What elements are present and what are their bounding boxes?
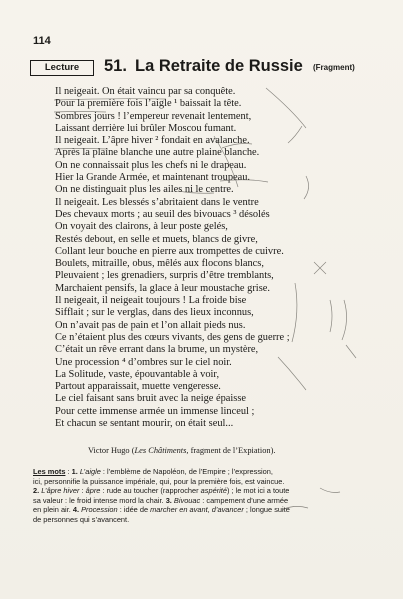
note-text: ) ; le mot ici a toute	[226, 486, 290, 496]
poem-line: Restés debout, en selle et muets, blancs de givre,	[55, 233, 258, 245]
note-text: âpre	[85, 486, 101, 496]
note-text: :	[79, 486, 86, 496]
note-number: 4.	[72, 505, 80, 515]
poem-line: Et chacun se sentant mourir, on était seul...	[55, 418, 234, 430]
poem-line: On voyait des clairons, à leur poste gelés,	[55, 221, 228, 233]
poem-line: Partout apparaissait, muette vengeresse.	[55, 381, 221, 393]
note-text: ici, personnifie la puissance impériale, qui, pour la première fois, est vaincue.	[33, 476, 285, 486]
poem-line: La Solitude, vaste, épouvantable à voir,	[55, 368, 220, 380]
note-number: 1.	[71, 467, 78, 476]
poem-line: Il neigeait, il neigeait toujours ! La froide bise	[55, 295, 247, 307]
page-number: 114	[33, 35, 51, 47]
section-label: Lecture	[30, 60, 94, 76]
poem-line: C’était un rêve errant dans la brume, un mystère,	[55, 344, 259, 356]
lesson-subtitle: (Fragment)	[313, 63, 355, 72]
poem-line: On ne connaissait plus les chefs ni le drapeau.	[55, 159, 247, 171]
poem-line: Pour cette immense armée un immense linceul ;	[55, 405, 255, 417]
lesson-title: La Retraite de Russie	[135, 57, 303, 75]
note-number: 2.	[33, 486, 40, 496]
poem-line: Une procession ⁴ d’ombres sur le ciel noir.	[55, 356, 232, 368]
note-text: Bivouac	[173, 495, 201, 505]
poem-line: Après la plaine blanche une autre plaine blanche.	[55, 147, 260, 159]
note-text: d’avancer	[211, 505, 244, 515]
note-text: ,	[207, 505, 212, 515]
poem-line: Boulets, mitraille, obus, mêlés aux flocons blancs,	[55, 258, 264, 270]
poem-line: Sombres jours ! l’empereur revenait lentement,	[55, 110, 252, 122]
note-text: : idée de	[117, 505, 151, 515]
note-text: en plein air.	[33, 505, 73, 515]
poem-line: On ne distinguait plus les ailes ni le centre.	[55, 184, 234, 196]
poem-line: Laissant derrière lui brûler Moscou fumant.	[55, 122, 237, 134]
note-text: : rude au toucher (rapprocher	[100, 486, 201, 496]
lesson-number: 51.	[104, 57, 127, 75]
poem-line: Ce n’étaient plus des cœurs vivants, des gens de guerre ;	[55, 331, 290, 343]
poem-line: Le ciel faisant sans bruit avec la neige épaisse	[55, 393, 246, 405]
note-text: ; longue suite	[243, 505, 290, 515]
note-text: Procession	[81, 505, 118, 515]
note-text: L’âpre hiver	[41, 486, 80, 496]
note-text: :	[67, 467, 72, 476]
poem-line: Pleuvaient ; les grenadiers, surpris d’être tremblants,	[55, 270, 274, 282]
poem-line: On n’avait pas de pain et l’on allait pieds nus.	[55, 319, 246, 331]
note-text: de personnes qui s’avancent.	[33, 514, 130, 524]
poem-line: Marchaient pensifs, la glace à leur moustache grise.	[55, 282, 270, 294]
note-text: sa valeur : le froid intense mord la chair.	[33, 495, 166, 505]
note-text: L’aigle	[79, 467, 101, 476]
notes-title: Les mots	[33, 467, 66, 476]
author-name: Victor Hugo	[88, 446, 130, 455]
poem-line: Des chevaux morts ; au seuil des bivouacs ³ désolés	[55, 208, 270, 220]
poem-line: Il neigeait. On était vaincu par sa conquête.	[55, 86, 236, 97]
poem-line: Il neigeait. L’âpre hiver ² fondait en avalanche.	[55, 135, 250, 147]
note-number: 3.	[165, 495, 172, 505]
poem-line: Sifflait ; sur le verglas, dans des lieux inconnus,	[55, 307, 254, 319]
poem-line: Pour la première fois l’aigle ¹ baissait la tête.	[55, 98, 242, 110]
work-title: Les Châtiments	[134, 446, 187, 455]
note-text: : campement d’une armée	[200, 495, 289, 505]
note-text: aspérité	[200, 486, 227, 496]
poem-line: Il neigeait. Les blessés s’abritaient dans le ventre	[55, 196, 259, 208]
poem-line: Collant leur bouche en pierre aux trompettes de cuivre.	[55, 245, 284, 257]
note-text: marcher en avant	[150, 505, 208, 515]
attribution: Victor Hugo (Les Châtiments, fragment de l’Expiation).	[88, 446, 276, 455]
source-detail: , fragment de l’Expiation).	[186, 446, 276, 455]
note-text: : l’emblème de Napoléon, de l’Empire ; l’expression,	[100, 467, 273, 476]
poem-line: Hier la Grande Armée, et maintenant troupeau.	[55, 172, 251, 184]
